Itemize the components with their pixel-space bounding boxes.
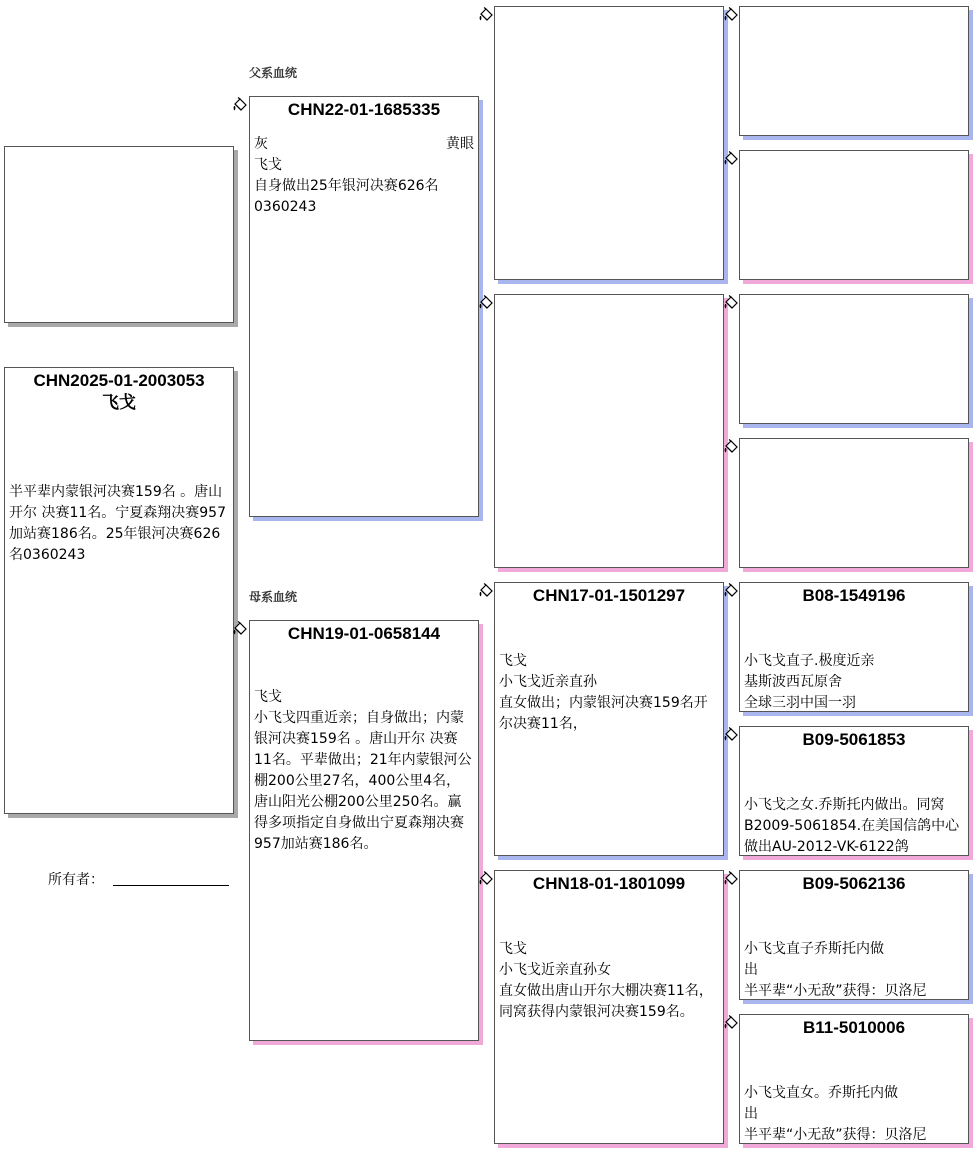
owner-label: 所有者： — [48, 872, 104, 888]
dam-sire-name: 飞戈 — [499, 653, 527, 669]
paint-bucket-icon[interactable] — [478, 583, 494, 599]
dam-ring-number: CHN19-01-0658144 — [287, 624, 441, 643]
dam-sire-ring-number: CHN17-01-1501297 — [532, 586, 686, 605]
paint-bucket-icon[interactable] — [232, 621, 248, 637]
ggp-sire-sire-sire-card[interactable] — [739, 6, 969, 136]
paint-bucket-icon[interactable] — [723, 1015, 739, 1031]
subject-ring-number: CHN2025-01-2003053 — [33, 371, 205, 390]
paint-bucket-icon[interactable] — [723, 583, 739, 599]
paint-bucket-icon[interactable] — [723, 151, 739, 167]
ggp-sire-sire-dam-card[interactable] — [739, 150, 969, 280]
paint-bucket-icon[interactable] — [723, 871, 739, 887]
dam-name: 飞戈 — [254, 689, 282, 705]
paint-bucket-icon[interactable] — [478, 295, 494, 311]
dam-sire-notes: 小飞戈近亲直孙 直女做出；内蒙银河决赛159名开尔决赛11名， — [499, 674, 708, 732]
ggp3-ring-number: B09-5062136 — [802, 874, 906, 893]
paint-bucket-icon[interactable] — [478, 871, 494, 887]
owner-signature-line[interactable] — [113, 885, 229, 886]
sire-eye: 黄眼 — [446, 136, 474, 152]
sire-name: 飞戈 — [254, 157, 282, 173]
photo-box[interactable] — [4, 146, 234, 323]
ggp-dam-sire-sire-card[interactable] — [739, 582, 969, 712]
sire-dam-card[interactable] — [494, 294, 724, 568]
dam-sire-card[interactable] — [494, 582, 724, 856]
sire-line-label: 父系血统 — [249, 66, 298, 80]
ggp1-ring-number: B08-1549196 — [802, 586, 906, 605]
ggp2-notes: 小飞戈之女.乔斯托内做出。同窝B2009-5061854.在美国信鸽中心做出AU-2012-VK-6122鸽 — [744, 797, 960, 855]
ggp-dam-dam-sire-card[interactable] — [739, 870, 969, 1000]
ggp4-notes: 小飞戈直女。乔斯托内做 出 半平辈“小无敌”获得：贝洛尼 — [744, 1085, 927, 1143]
dam-dam-ring-number: CHN18-01-1801099 — [532, 874, 686, 893]
ggp-dam-dam-dam-card[interactable] — [739, 1014, 969, 1144]
ggp4-ring-number: B11-5010006 — [802, 1018, 906, 1037]
dam-dam-notes: 小飞戈近亲直孙女 直女做出唐山开尔大棚决赛11名，同窝获得内蒙银河决赛159名。 — [499, 962, 713, 1020]
ggp1-notes: 小飞戈直子.极度近亲 基斯波西瓦原舍 全球三羽中国一羽 — [744, 653, 875, 711]
paint-bucket-icon[interactable] — [723, 7, 739, 23]
dam-notes: 小飞戈四重近亲；自身做出；内蒙银河决赛159名 。唐山开尔 决赛11名。平辈做出；21年内蒙银河公棚200公里27名，400公里4名，唐山阳光公棚200公里250名。赢得多项指定自身做出宁夏森翔决赛957加站赛186名。 — [254, 710, 472, 852]
subject-card[interactable] — [4, 367, 234, 814]
paint-bucket-icon[interactable] — [723, 295, 739, 311]
dam-dam-card[interactable] — [494, 870, 724, 1144]
sire-color: 灰 — [254, 136, 268, 152]
sire-ring-number: CHN22-01-1685335 — [287, 100, 441, 119]
subject-name: 飞戈 — [102, 393, 136, 412]
sire-sire-card[interactable] — [494, 6, 724, 280]
ggp-sire-dam-sire-card[interactable] — [739, 294, 969, 424]
ggp-dam-sire-dam-card[interactable] — [739, 726, 969, 856]
dam-line-label: 母系血统 — [249, 590, 298, 604]
ggp-sire-dam-dam-card[interactable] — [739, 438, 969, 568]
sire-card[interactable] — [249, 96, 479, 517]
paint-bucket-icon[interactable] — [723, 439, 739, 455]
subject-notes: 半平辈内蒙银河决赛159名 。唐山开尔 决赛11名。宁夏森翔决赛957加站赛186名。25年银河决赛626名0360243 — [9, 484, 226, 563]
ggp2-ring-number: B09-5061853 — [802, 730, 906, 749]
dam-card[interactable] — [249, 620, 479, 1041]
paint-bucket-icon[interactable] — [232, 97, 248, 113]
paint-bucket-icon[interactable] — [478, 7, 494, 23]
ggp3-notes: 小飞戈直子乔斯托内做 出 半平辈“小无敌”获得：贝洛尼 — [744, 941, 927, 999]
sire-notes: 自身做出25年银河决赛626名0360243 — [254, 178, 439, 215]
paint-bucket-icon[interactable] — [723, 727, 739, 743]
dam-dam-name: 飞戈 — [499, 941, 527, 957]
